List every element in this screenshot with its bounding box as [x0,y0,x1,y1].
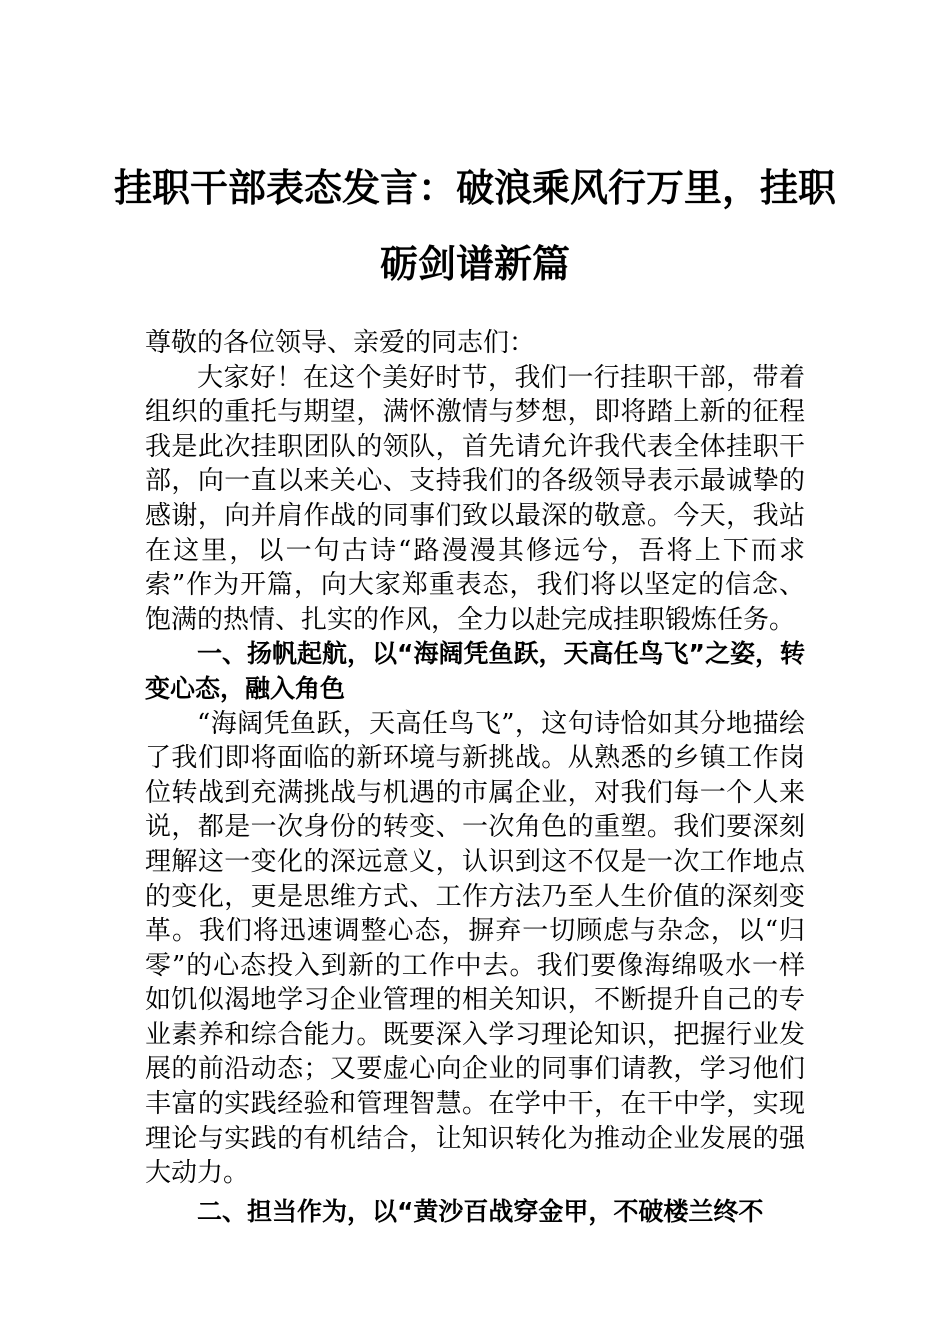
document-title: 挂职干部表态发言：破浪乘风行万里，挂职砺剑谱新篇 [113,166,836,286]
opening-paragraph: 大家好！在这个美好时节，我们一行挂职干部，带着组织的重托与期望，满怀激情与梦想，即将踏上新的征程我是此次挂职团队的领队，首先请允许我代表全体挂职干部，向一直以来关心、支持我们的各级领导表示最诚挚的感谢，向并肩作战的同事们致以最深的敬意。今天，我站在这里，以一句古诗“路漫漫其修远兮，吾将上下而求索”作为开篇，向大家郑重表态，我们将以坚定的信念、饱满的热情、扎实的作风，全力以赴完成挂职锻炼任务。 [145,362,805,635]
document-body [145,326,805,1191]
salutation: 尊敬的各位领导、亲爱的同志们： [145,328,536,358]
section-1-paragraph: “海阔凭鱼跃，天高任鸟飞”，这句诗恰如其分地描绘了我们即将面临的新环境与新挑战。从熟悉的乡镇工作岗位转战到充满挑战与机遇的市属企业，对我们每一个人来说，都是一次身份的转变、一次角色的重塑。我们要深刻理解这一变化的深远意义，认识到这不仅是一次工作地点的变化，更是思维方式、工作方法乃至人生价值的深刻变革。我们将迅速调整心态，摒弃一切顾虑与杂念，以“归零”的心态投入到新的工作中去。我们要像海绵吸水一样如饥似渴地学习企业管理的相关知识，不断提升自己的专业素养和综合能力。既要深入学习理论知识，把握行业发展的前沿动态；又要虚心向企业的同事们请教，学习他们丰富的实践经验和管理智慧。在学中干，在干中学，实现理论与实践的有机结合，让知识转化为推动企业发展的强大动力。 [145,708,805,1189]
section-heading-2: 二、担当作为，以“黄沙百战穿金甲，不破楼兰终不 [197,1197,764,1226]
section-heading-1: 一、扬帆起航，以“海阔凭鱼跃，天高任鸟飞”之姿，转变心态，融入角色 [145,639,805,703]
